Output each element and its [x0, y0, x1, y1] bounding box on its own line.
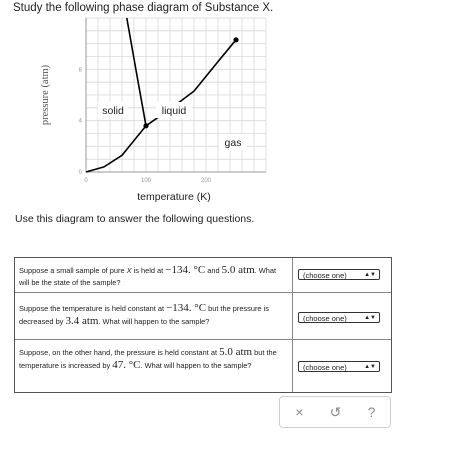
help-button[interactable] — [353, 397, 390, 427]
y-axis-label: pressure (atm) — [40, 64, 51, 126]
question-2-text: Suppose the temperature is held constant at −134. °C but the pressure is decreased by 3.4 atm. What will happen to the sample? — [15, 293, 293, 339]
x-axis-label: temperature (K) — [137, 191, 211, 203]
undo-icon: ↺ — [329, 404, 342, 420]
select-arrows-icon: ▲▼ — [364, 315, 376, 321]
help-icon: ? — [367, 404, 376, 420]
region-label-solid: solid — [102, 105, 124, 117]
close-icon: × — [295, 404, 304, 420]
question-row-1 — [15, 258, 391, 293]
undo-button[interactable] — [317, 397, 354, 427]
intro-text: Study the following phase diagram of Substance X. — [13, 2, 274, 14]
y-tick-label: 8 — [78, 67, 82, 74]
question-2-select[interactable]: (choose one) ▲▼ — [298, 312, 380, 323]
y-tick-label: 4 — [78, 118, 82, 125]
phase-diagram — [0, 0, 474, 210]
region-label-liquid: liquid — [161, 105, 187, 117]
region-label-gas: gas — [224, 137, 242, 149]
select-arrows-icon: ▲▼ — [364, 272, 376, 278]
action-buttons — [279, 396, 391, 428]
instructions-text: Use this diagram to answer the following questions. — [15, 213, 255, 225]
x-tick-label: 200 — [200, 178, 212, 184]
question-1-text: Suppose a small sample of pure X is held at −134. °C and 5.0 atm. What will be the state of the sample? — [15, 258, 293, 292]
y-tick-label: 0 — [78, 170, 82, 176]
select-arrows-icon: ▲▼ — [364, 364, 376, 370]
question-row-3 — [15, 340, 391, 392]
phase-boundary-3 — [127, 18, 146, 126]
question-row-2 — [15, 293, 391, 340]
x-tick-label: 100 — [140, 178, 152, 184]
question-3-select[interactable]: (choose one) ▲▼ — [298, 361, 380, 372]
questions-table — [14, 257, 392, 393]
question-1-select[interactable]: (choose one) ▲▼ — [298, 269, 380, 280]
critical-point — [233, 37, 238, 42]
question-3-text: Suppose, on the other hand, the pressure is held constant at 5.0 atm but the temperature is increased by 47. °C. What will happen to the sample? — [15, 340, 293, 392]
phase-boundary-1 — [86, 126, 146, 172]
triple-point — [143, 123, 148, 128]
x-tick-label: 0 — [84, 178, 88, 184]
close-button[interactable] — [281, 397, 318, 427]
